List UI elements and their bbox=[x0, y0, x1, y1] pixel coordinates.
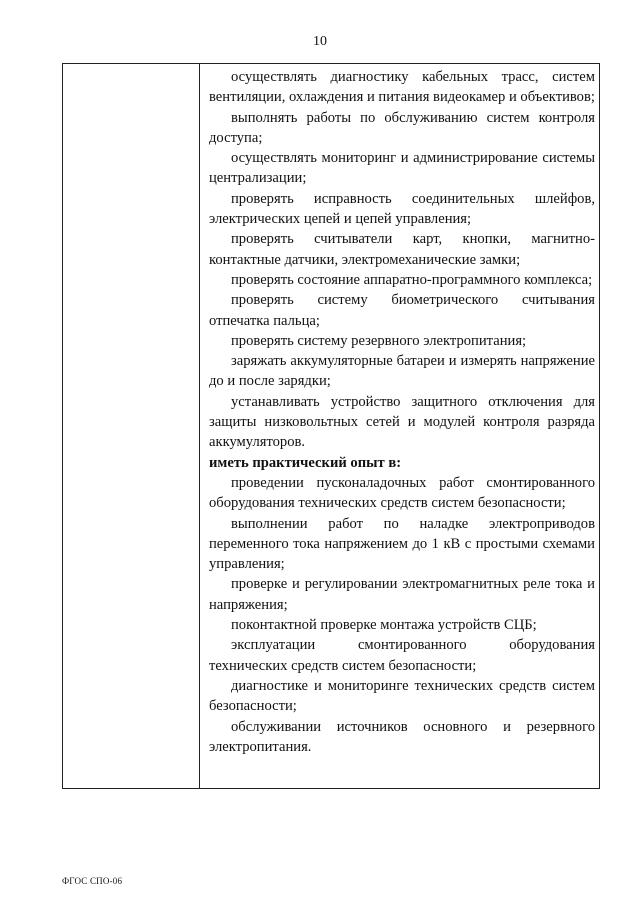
list-item: проверять систему резервного электропитания; bbox=[231, 332, 527, 349]
list-item: обслуживании источников основного и резервного электропитания. bbox=[209, 718, 595, 755]
content-table bbox=[62, 63, 600, 789]
list-item: проведении пусконаладочных работ смонтированного оборудования технических средств систем безопасности; bbox=[209, 474, 595, 512]
table-right-cell bbox=[209, 67, 595, 757]
list-item: осуществлять диагностику кабельных трасс, систем вентиляции, охлаждения и питания видеокамер и объективов; bbox=[209, 69, 595, 106]
list-item: устанавливать устройство защитного отключения для защиты низковольтных сетей и модулей контроля разряда аккумуляторов. bbox=[209, 393, 595, 451]
list-item: выполнении работ по наладке электроприводов переменного тока напряжением до 1 кВ с простыми схемами управления; bbox=[209, 515, 595, 573]
list-item: эксплуатации смонтированного оборудования технических средств систем безопасности; bbox=[209, 637, 595, 674]
list-item: диагностике и мониторинге технических средств систем безопасности; bbox=[209, 677, 595, 715]
list-item: проверять состояние аппаратно-программного комплекса; bbox=[231, 271, 593, 288]
list-item: проверять систему биометрического считывания отпечатка пальца; bbox=[209, 292, 595, 329]
list-item: выполнять работы по обслуживанию систем контроля доступа; bbox=[209, 109, 595, 146]
list-item: проверке и регулировании электромагнитных реле тока и напряжения; bbox=[209, 576, 595, 613]
list-item: заряжать аккумуляторные батареи и измерять напряжение до и после зарядки; bbox=[209, 353, 595, 390]
section-heading: иметь практический опыт в: bbox=[209, 454, 402, 471]
footer-code: ФГОС СПО-06 bbox=[62, 876, 123, 886]
table-left-cell bbox=[63, 64, 200, 788]
list-item: поконтактной проверке монтажа устройств СЦБ; bbox=[231, 617, 537, 634]
list-item: осуществлять мониторинг и администрирование системы централизации; bbox=[209, 150, 595, 187]
page-number: 10 bbox=[313, 34, 327, 49]
list-item: проверять исправность соединительных шлейфов, электрических цепей и цепей управления; bbox=[209, 190, 595, 228]
list-item: проверять считыватели карт, кнопки, магнитно-контактные датчики, электромеханические замки; bbox=[209, 231, 595, 268]
